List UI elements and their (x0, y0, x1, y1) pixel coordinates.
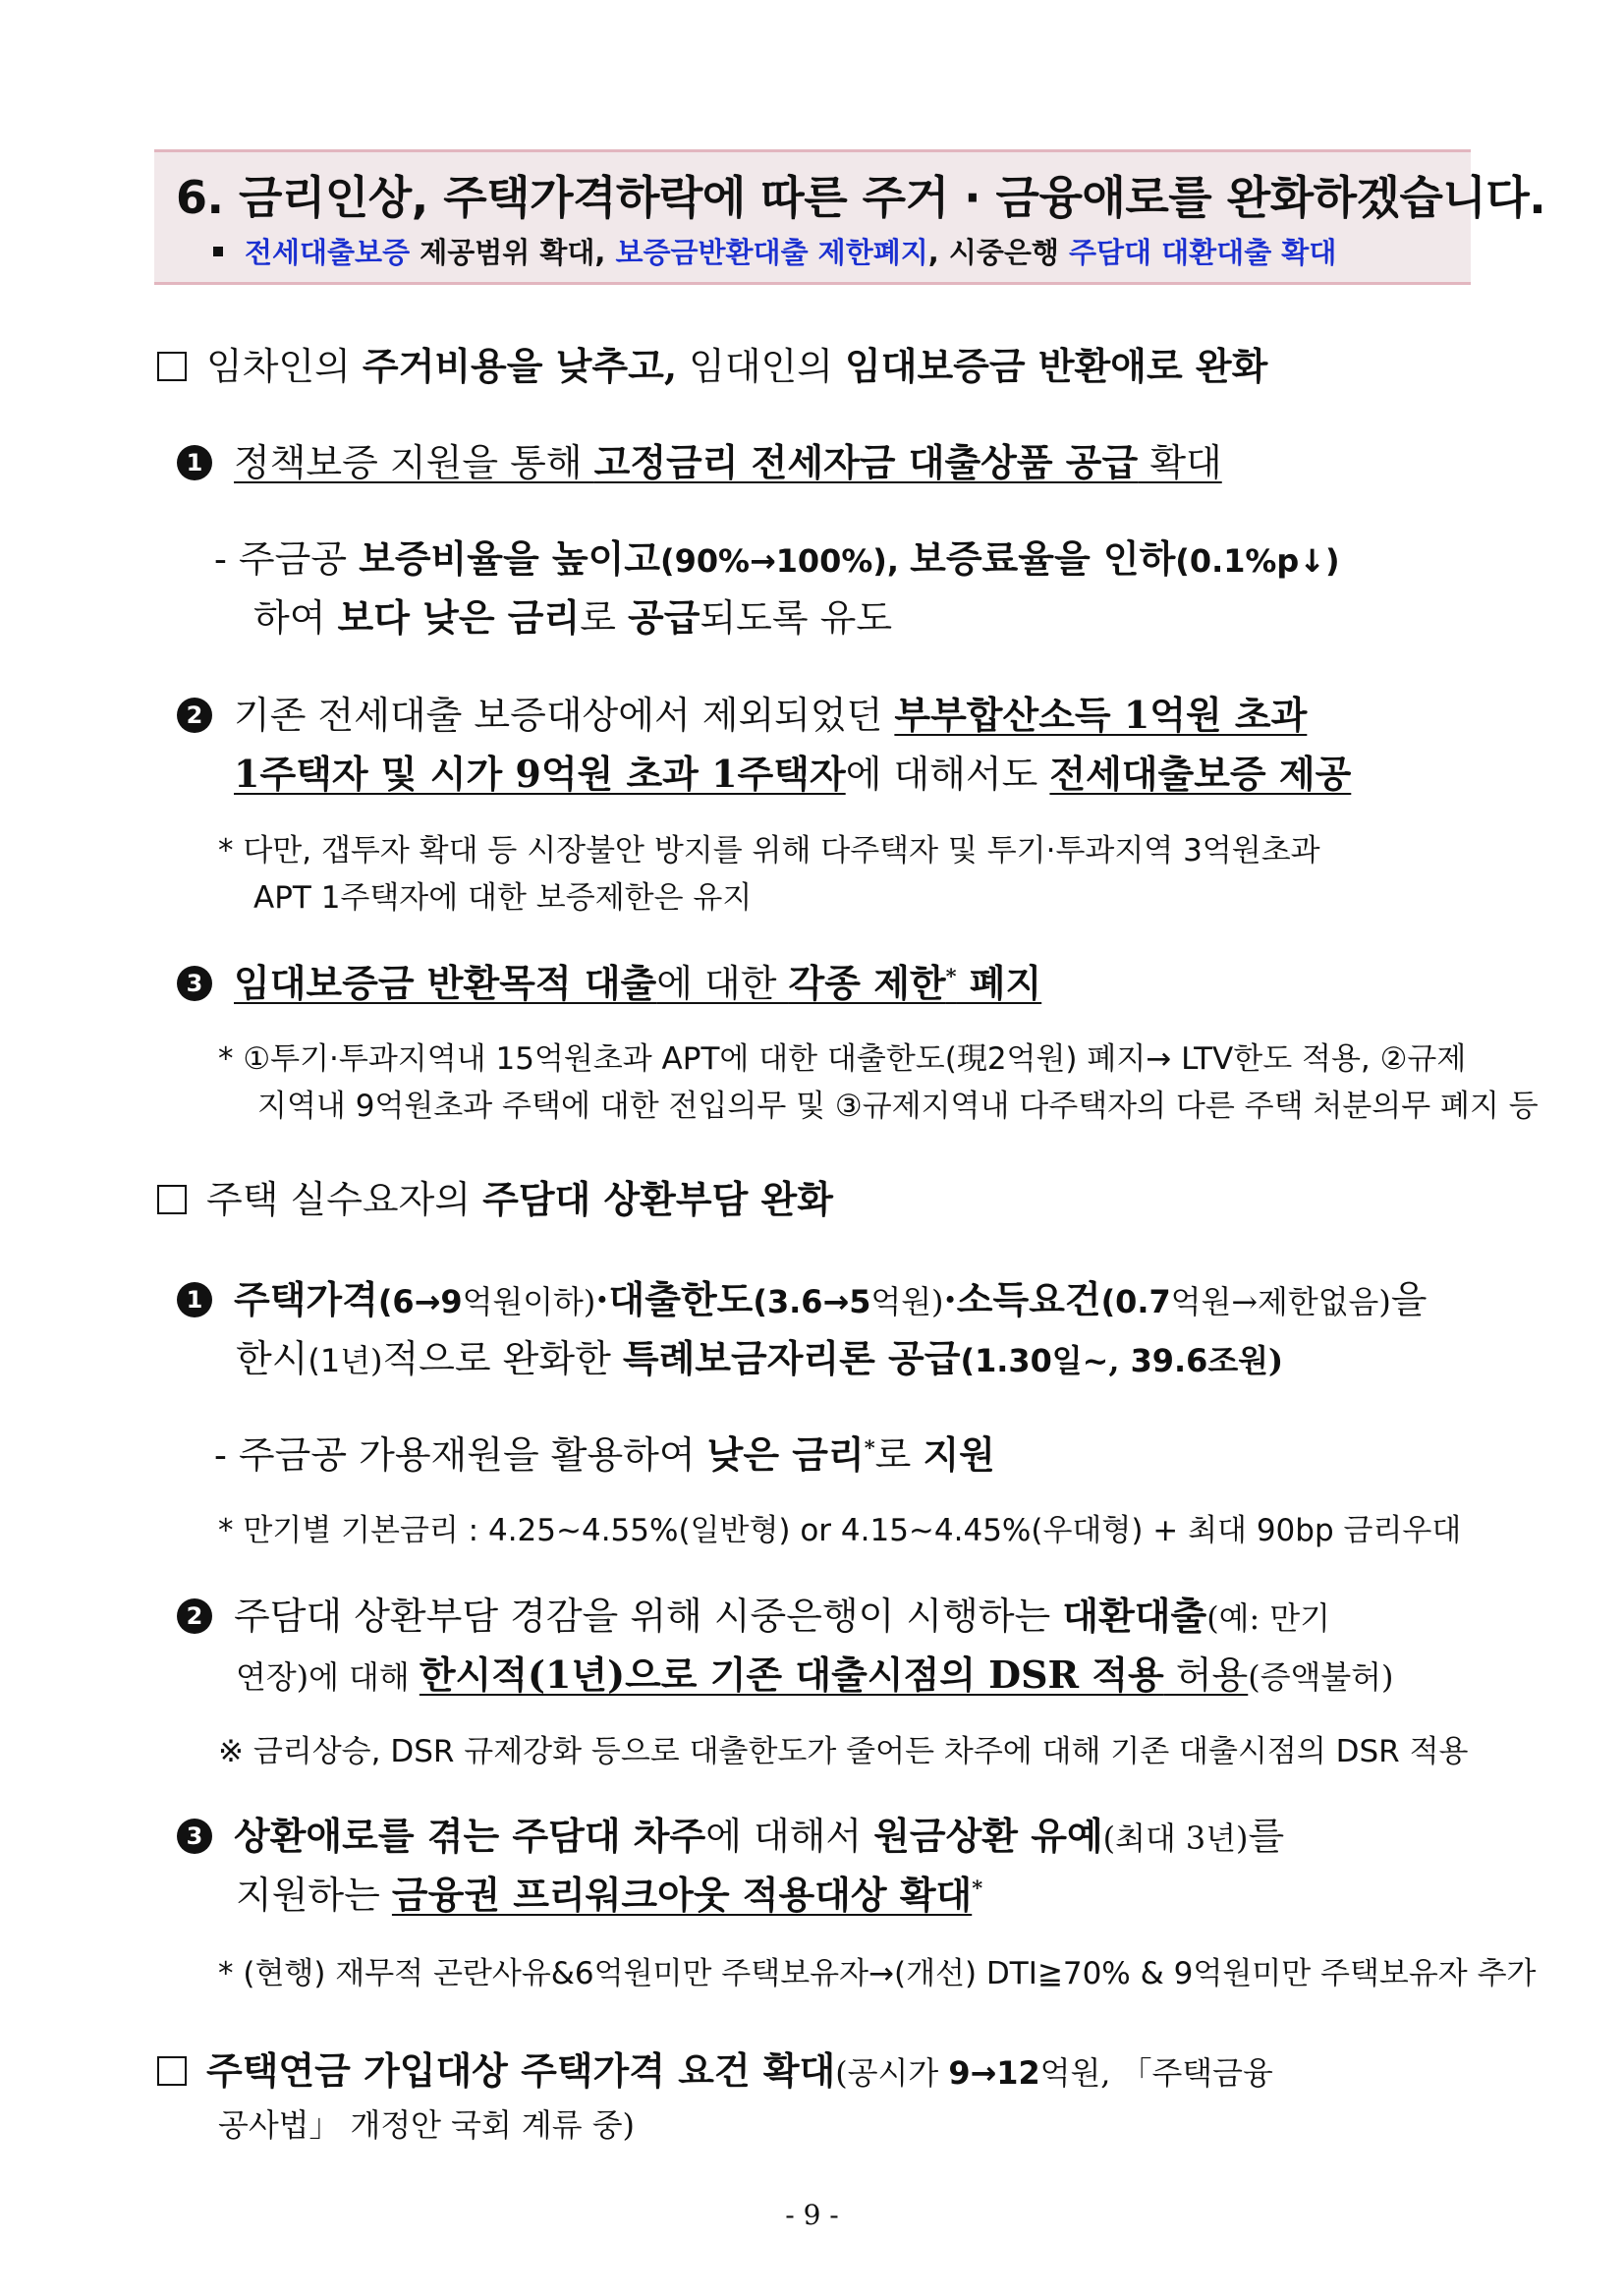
checkbox-square-icon (157, 2056, 187, 2086)
summary-part: 주담대 대환대출 확대 (1069, 236, 1337, 269)
footnote-mark: * (945, 963, 957, 988)
text: (예: 만기 (1206, 1599, 1331, 1637)
text: 허용 (1163, 1653, 1249, 1697)
text: 주거비용을 낮추고, (362, 344, 678, 388)
text: 전세대출보증 제공 (1049, 752, 1352, 796)
text: 로 (874, 1433, 924, 1477)
text: 보증비율을 높이고 (359, 536, 661, 581)
sec2-item1-detail (214, 1425, 995, 1479)
text: 임대인의 (677, 345, 846, 388)
sec1-item3-note: * ①투기·투과지역내 15억원초과 APT에 대한 대출한도(現2억원) 폐지→ LTV한도 적용, ②규제 (218, 1041, 1467, 1077)
number-3-icon: 3 (177, 966, 212, 1001)
text: 적으로 완화한 (382, 1337, 623, 1380)
number-1-icon: 1 (177, 445, 212, 480)
text: 지원하는 (236, 1874, 392, 1917)
sec2-item2 (177, 1586, 1330, 1640)
sec2-item2-cont (236, 1645, 1393, 1699)
sec1-item1 (177, 432, 1222, 486)
text: 임대보증금 반환애로 완화 (845, 344, 1268, 388)
sec2-item2-note: ※ 금리상승, DSR 규제강화 등으로 대출한도가 줄어든 차주에 대해 기존 대출시점의 DSR 적용 (218, 1734, 1469, 1769)
checkbox-square-icon (157, 1185, 187, 1214)
text: 년) (340, 1342, 383, 1379)
sec2-item3-note: * (현행) 재무적 곤란사유&6억원미만 주택보유자→(개선) DTI≧70% & 9억원미만 주택보유자 추가 (218, 1956, 1537, 1991)
text: 로 (580, 596, 629, 640)
text: 9→12 (948, 2054, 1040, 2092)
text: (최대 3년) (1102, 1820, 1249, 1857)
text: 주택연금 가입대상 주택가격 요건 확대 (206, 2048, 836, 2093)
text: - 주금공 가용재원을 활용하여 (214, 1433, 707, 1477)
sec3-heading (157, 2041, 1273, 2095)
text: 한시적(1년)으로 기존 대출시점의 DSR 적용 (419, 1652, 1164, 1697)
sec2-item1-cont (236, 1328, 1283, 1382)
text: 보증료율을 인하 (910, 536, 1176, 581)
text: 조원) (1207, 1342, 1284, 1379)
sec2-item1-note: * 만기별 기본금리 : 4.25~4.55%(일반형) or 4.15~4.45%(우대형) + 최대 90bp 금리우대 (218, 1513, 1462, 1548)
text: (0.7 (1100, 1283, 1171, 1320)
summary-part: 전세대출보증 (245, 236, 411, 269)
number-2-icon: 2 (177, 1598, 212, 1634)
text: 일~, (1051, 1342, 1131, 1379)
sec1-item2-note: * 다만, 갭투자 확대 등 시장불안 방지를 위해 다주택자 및 투기·투과지역 3억원초과 (218, 833, 1320, 868)
text: 하여 (253, 596, 338, 640)
text: ·대출한도 (595, 1277, 754, 1321)
text: 특례보금자리론 공급 (622, 1336, 961, 1380)
text: 금융권 프리워크아웃 적용대상 확대 (391, 1873, 973, 1917)
text: 임대보증금 반환목적 대출 (234, 961, 657, 1005)
text: (3.6→5 (753, 1283, 871, 1320)
text: (0.1%p↓) (1175, 542, 1340, 580)
text: (90%→100%), (660, 542, 911, 580)
text: 폐지 (956, 961, 1042, 1005)
text: 정책보증 지원을 통해 (234, 441, 594, 484)
section-title: 6. 금리인상, 주택가격하락에 따른 주거 · 금융애로를 완화하겠습니다. (176, 171, 1546, 224)
text: ·소득요건 (943, 1277, 1101, 1321)
sec1-item2 (177, 685, 1307, 739)
text: 고정금리 전세자금 대출상품 공급 (593, 440, 1139, 484)
sec2-heading (157, 1169, 833, 1223)
text: 지원 (923, 1432, 995, 1477)
text: 억원→제한없음) (1170, 1283, 1391, 1320)
page-number: - 9 - (785, 2199, 839, 2231)
summary-part: 보증금반환대출 제한폐지 (615, 236, 928, 269)
footnote-mark: * (972, 1875, 983, 1900)
summary-part: 제공범위 확대, (410, 236, 616, 269)
sec1-item1-detail (214, 529, 1340, 583)
text: 1주택자 및 시가 9억원 초과 1주택자 (234, 752, 846, 796)
text: (증액불허) (1248, 1658, 1394, 1696)
text: 확대 (1138, 441, 1222, 484)
text: (1 (308, 1342, 341, 1379)
sec2-item1 (177, 1269, 1428, 1323)
text: 보다 낮은 금리 (337, 595, 581, 640)
section-summary (213, 231, 1336, 271)
checkbox-square-icon (157, 352, 187, 381)
text: (1.30 (960, 1342, 1052, 1379)
text: 에 대해서도 (845, 753, 1050, 796)
text (234, 441, 1222, 484)
sec3-heading-cont (218, 2100, 635, 2146)
sec2-item3 (177, 1806, 1284, 1860)
text: 억원이하) (462, 1283, 596, 1320)
text: 한시 (236, 1337, 308, 1380)
sec1-heading (157, 336, 1267, 390)
text: 되도록 유도 (700, 596, 893, 640)
text: (6→9 (377, 1283, 463, 1320)
text: 에 대한 (656, 962, 789, 1005)
text: 임차인의 (206, 345, 363, 388)
text: 기존 전세대출 보증대상에서 제외되었던 (234, 694, 895, 737)
text: 각종 제한 (788, 961, 946, 1005)
sec1-item3 (177, 953, 1041, 1007)
number-3-icon: 3 (177, 1819, 212, 1854)
text: 억원) (870, 1283, 944, 1320)
sec2-item3-cont (236, 1865, 982, 1919)
sec1-item2-note-cont: APT 1주택자에 대한 보증제한은 유지 (253, 880, 753, 916)
text: 부부합산소득 1억원 초과 (894, 693, 1308, 737)
text: 주담대 상환부담 완화 (482, 1177, 833, 1221)
text: 공사법」 개정안 국회 계류 중) (218, 2106, 635, 2144)
text: (공시가 (835, 2054, 949, 2092)
sec1-item3-note-cont: 지역내 9억원초과 주택에 대한 전입의무 및 ③규제지역내 다주택자의 다른 주택 처분의무 폐지 등 (257, 1089, 1539, 1124)
text: 대환대출 (1062, 1594, 1207, 1638)
text: 주택 실수요자의 (206, 1178, 483, 1221)
text: 에 대해서 (705, 1815, 874, 1858)
text: 원금상환 유예 (873, 1814, 1103, 1858)
sec1-item2-cont (234, 744, 1351, 798)
summary-part: , 시중은행 (927, 236, 1070, 269)
text: 공급 (628, 595, 700, 640)
text: 39.6 (1130, 1342, 1208, 1379)
text: 낮은 금리 (706, 1432, 865, 1477)
text: 상환애로를 겪는 주담대 차주 (234, 1814, 706, 1858)
text: 을 (1390, 1278, 1428, 1321)
number-1-icon: 1 (177, 1282, 212, 1317)
sec1-item1-detail-cont (253, 588, 892, 642)
text: 주담대 상환부담 경감을 위해 시중은행이 시행하는 (234, 1595, 1063, 1638)
number-2-icon: 2 (177, 698, 212, 733)
text: 주택가격 (234, 1277, 378, 1321)
text: 억원, 「주택금융 (1039, 2054, 1273, 2092)
footnote-mark: * (864, 1434, 875, 1460)
text (234, 962, 1041, 1005)
bullet-square-icon (213, 247, 223, 256)
text: - 주금공 (214, 537, 360, 581)
text: 를 (1248, 1815, 1285, 1858)
text: 연장)에 대해 (236, 1658, 420, 1696)
text (420, 1653, 1248, 1697)
section-header (154, 149, 1546, 285)
